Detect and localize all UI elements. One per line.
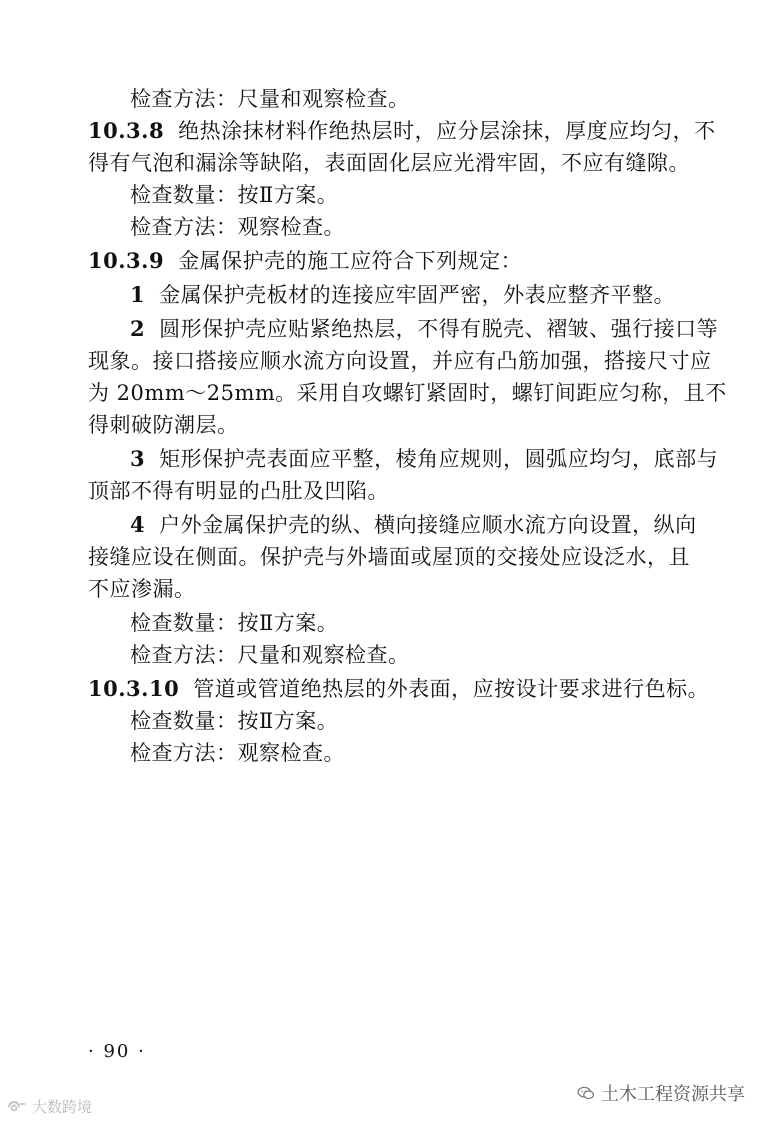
line-text: 得刺破防潮层。 <box>88 413 239 437</box>
clause-number: 10.3.8 <box>88 118 165 143</box>
source-watermark <box>6 1096 92 1117</box>
line-text: 检查方法：尺量和观察检查。 <box>130 87 410 111</box>
inspection-method-line <box>130 640 410 670</box>
clause-text-line <box>88 148 690 178</box>
line-text: 顶部不得有明显的凸肚及凹陷。 <box>88 479 389 503</box>
wechat-icon <box>577 1086 595 1100</box>
item-number: 4 <box>130 512 146 537</box>
item-text-line <box>88 476 389 506</box>
item-number: 1 <box>130 282 146 307</box>
item-number: 3 <box>130 446 146 471</box>
item-number: 2 <box>130 316 146 341</box>
watermark-text: 土木工程资源共享 <box>601 1084 745 1105</box>
line-text: 矩形保护壳表面应平整，棱角应规则，圆弧应均匀，底部与 <box>159 447 719 471</box>
clause-10-3-9 <box>88 246 522 276</box>
line-text: 金属保护壳的施工应符合下列规定： <box>178 249 523 273</box>
line-text: 绝热涂抹材料作绝热层时，应分层涂抹，厚度应均匀，不 <box>178 119 716 143</box>
item-text-line <box>88 378 727 408</box>
item-text-line <box>88 346 712 376</box>
list-item-3 <box>130 444 718 474</box>
line-text: 检查方法：尺量和观察检查。 <box>130 643 410 667</box>
line-text: 检查方法：观察检查。 <box>130 741 345 765</box>
line-text: 现象。接口搭接应顺水流方向设置，并应有凸筋加强，搭接尺寸应 <box>88 349 712 373</box>
line-text: 金属保护壳板材的连接应牢固严密，外表应整齐平整。 <box>159 283 676 307</box>
inspection-quantity-line <box>130 608 338 638</box>
wechat-watermark <box>577 1080 745 1106</box>
line-text: 圆形保护壳应贴紧绝热层，不得有脱壳、褶皱、强行接口等 <box>159 317 719 341</box>
line-text: 检查数量：按Ⅱ方案。 <box>130 611 339 635</box>
line-text: 为 20mm～25mm。采用自攻螺钉紧固时，螺钉间距应匀称，且不 <box>88 381 727 405</box>
line-text: 接缝应设在侧面。保护壳与外墙面或屋顶的交接处应设泛水，且 <box>88 545 690 569</box>
line-text: 得有气泡和漏涂等缺陷，表面固化层应光滑牢固，不应有缝隙。 <box>88 151 690 175</box>
line-text: 管道或管道绝热层的外表面，应按设计要求进行色标。 <box>193 677 710 701</box>
inspection-method-line <box>130 738 345 768</box>
line-text: 检查数量：按Ⅱ方案。 <box>130 709 339 733</box>
clause-10-3-10 <box>88 674 709 704</box>
list-item-2 <box>130 314 718 344</box>
inspection-quantity-line <box>130 706 338 736</box>
camera-icon <box>6 1099 28 1115</box>
line-text: 不应渗漏。 <box>88 577 196 601</box>
clause-number: 10.3.9 <box>88 248 165 273</box>
inspection-quantity-line <box>130 180 338 210</box>
clause-10-3-8 <box>88 116 716 146</box>
inspection-method-line <box>130 212 345 242</box>
line-text: 户外金属保护壳的纵、横向接缝应顺水流方向设置，纵向 <box>159 513 697 537</box>
clause-number: 10.3.10 <box>88 676 180 701</box>
page-number: · 90 · <box>88 1041 146 1062</box>
item-text-line <box>88 542 690 572</box>
list-item-4 <box>130 510 697 540</box>
inspection-method-line <box>130 84 410 114</box>
line-text: 检查数量：按Ⅱ方案。 <box>130 183 339 207</box>
source-text: 大数跨境 <box>32 1098 93 1116</box>
line-text: 检查方法：观察检查。 <box>130 215 345 239</box>
item-text-line <box>88 574 196 604</box>
list-item-1 <box>130 280 675 310</box>
item-text-line <box>88 410 239 440</box>
